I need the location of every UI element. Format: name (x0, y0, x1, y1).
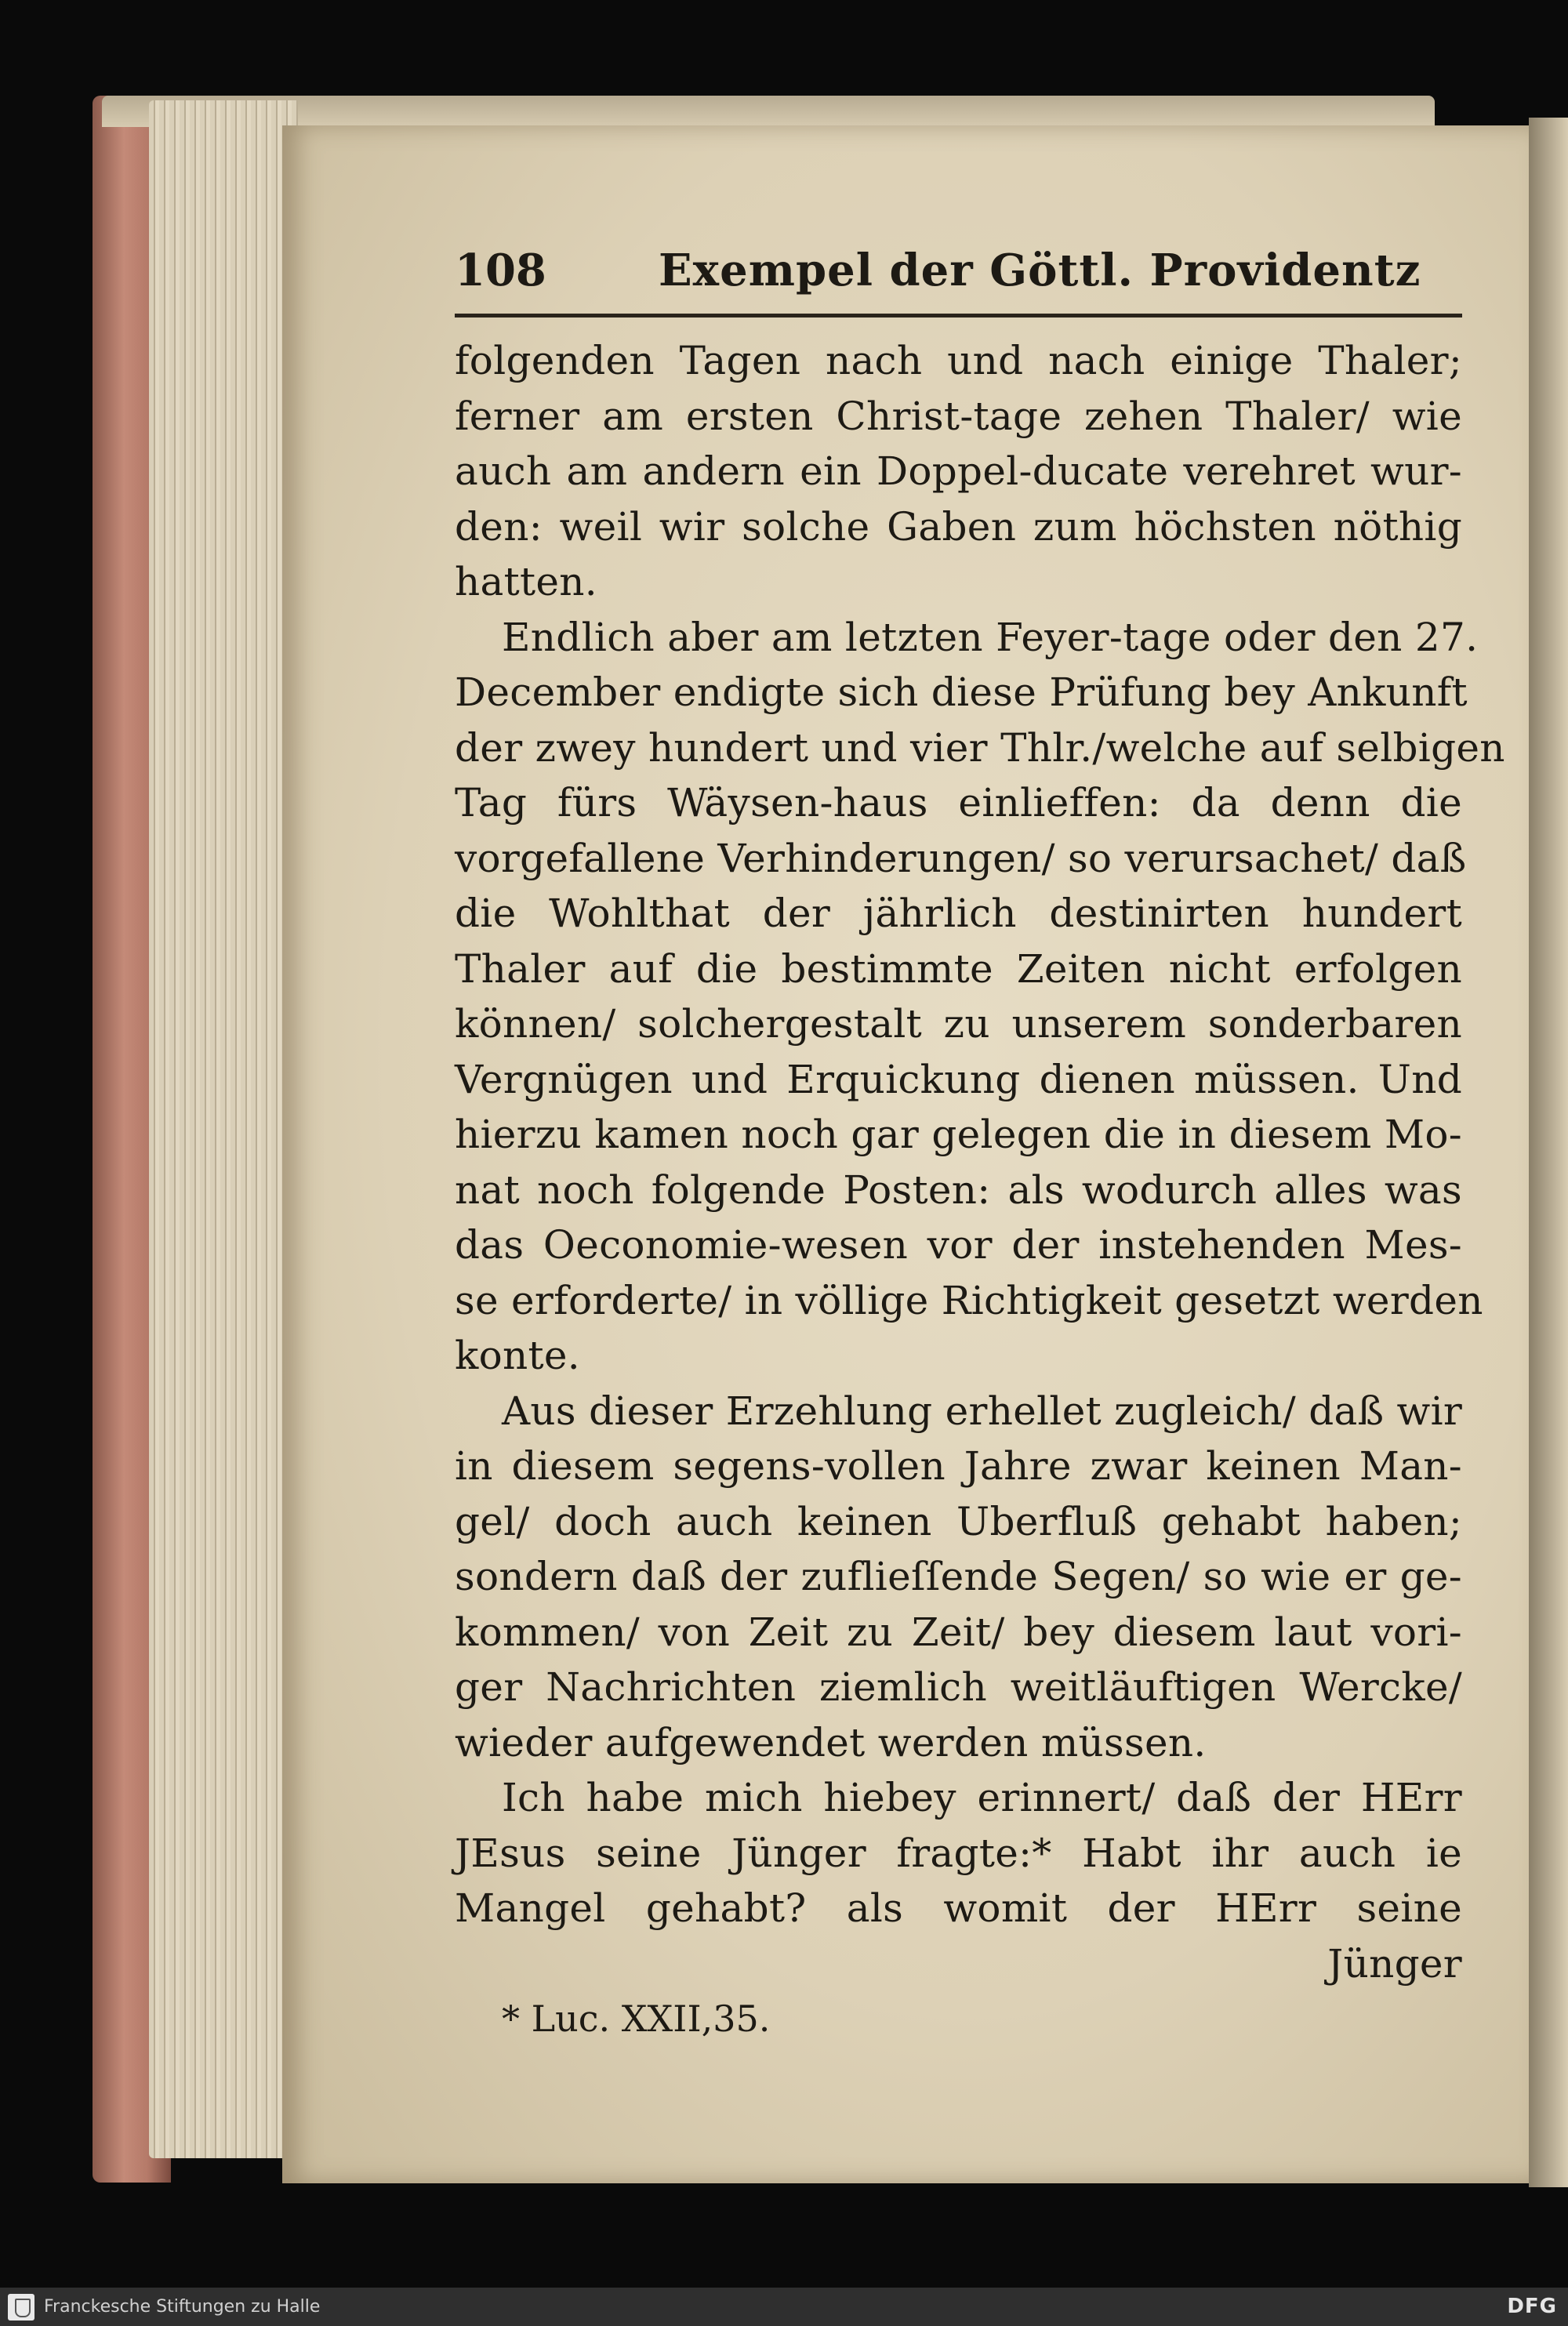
running-title: Exempel der Göttl. Providentz (659, 245, 1421, 296)
text-line: der zwey hundert und vier Thlr./welche auf selbigen (455, 724, 1505, 771)
text-line: vorgefallene Verhinderungen/ so verursachet/ daß (455, 835, 1467, 881)
text-line: können/ solchergestalt zu unserem sonderbaren (455, 1001, 1462, 1047)
page-header (455, 235, 1462, 306)
text-line: December endigte sich diese Prüfung bey Ankunft (455, 669, 1468, 715)
text-line: Tag fürs Wäysen-haus einlieffen: da denn die (455, 780, 1462, 826)
text-line: Vergnügen und Erquickung dienen müssen. Und (455, 1056, 1462, 1102)
footnote: * Luc. XXII,35. (502, 1998, 771, 2040)
text-line: die Wohlthat der jährlich destinirten hundert (455, 891, 1462, 936)
text-line: Mangel gehabt? als womit der HErr seine (455, 1885, 1462, 1931)
text-line: gel/ doch auch keinen Uberfluß gehabt haben; (455, 1498, 1462, 1544)
page-text-block (455, 235, 1505, 2040)
text-line: kommen/ von Zeit zu Zeit/ bey diesem laut vori- (455, 1609, 1462, 1655)
text-line: konte. (455, 1333, 580, 1378)
text-line: den: weil wir solche Gaben zum höchsten nöthig (455, 503, 1462, 550)
text-line: hierzu kamen noch gar gelegen die in diesem Mo- (455, 1112, 1462, 1157)
text-line: das Oeconomie-wesen vor der instehenden Mes- (455, 1222, 1462, 1268)
body-text (455, 333, 1505, 1991)
text-line: nat noch folgende Posten: als wodurch alles was (455, 1167, 1462, 1213)
header-rule (455, 314, 1462, 318)
text-line: Aus dieser Erzehlung erhellet zugleich/ daß wir (502, 1388, 1463, 1434)
page-top-edge (102, 96, 1435, 127)
text-line: auch am andern ein Doppel-ducate verehret wur- (455, 448, 1462, 494)
viewer-footer (0, 2288, 1568, 2326)
dfg-logo: DFG (1507, 2295, 1557, 2318)
institution-name: Franckesche Stiftungen zu Halle (44, 2297, 321, 2317)
text-line: in diesem segens-vollen Jahre zwar keinen Man- (455, 1443, 1462, 1489)
text-line: Ich habe mich hiebey erinnert/ daß der HErr (502, 1775, 1462, 1820)
text-line: hatten. (455, 559, 597, 604)
text-line: JEsus seine Jünger fragte:* Habt ihr auch ie (455, 1830, 1462, 1876)
text-line: se erforderte/ in völlige Richtigkeit gesetzt werden (455, 1277, 1483, 1323)
institution-logo-icon (8, 2294, 34, 2321)
page-stack-edge (149, 100, 298, 2158)
text-line: sondern daß der zuflieſſende Segen/ so wie er ge- (455, 1554, 1462, 1599)
text-line: ger Nachrichten ziemlich weitläuftigen Wercke/ (455, 1664, 1462, 1710)
catchword: Jünger (1327, 1940, 1462, 1987)
text-line: wieder aufgewendet werden müssen. (455, 1719, 1207, 1765)
text-line: ferner am ersten Christ-tage zehen Thaler/ wie (455, 393, 1462, 439)
text-line: Endlich aber am letzten Feyer-tage oder den 27. (502, 614, 1479, 660)
text-line: Thaler auf die bestimmte Zeiten nicht erfolgen (455, 945, 1462, 992)
text-line: folgenden Tagen nach und nach einige Thaler; (455, 338, 1462, 383)
facing-page-edge (1529, 118, 1568, 2187)
page-number: 108 (455, 245, 546, 296)
